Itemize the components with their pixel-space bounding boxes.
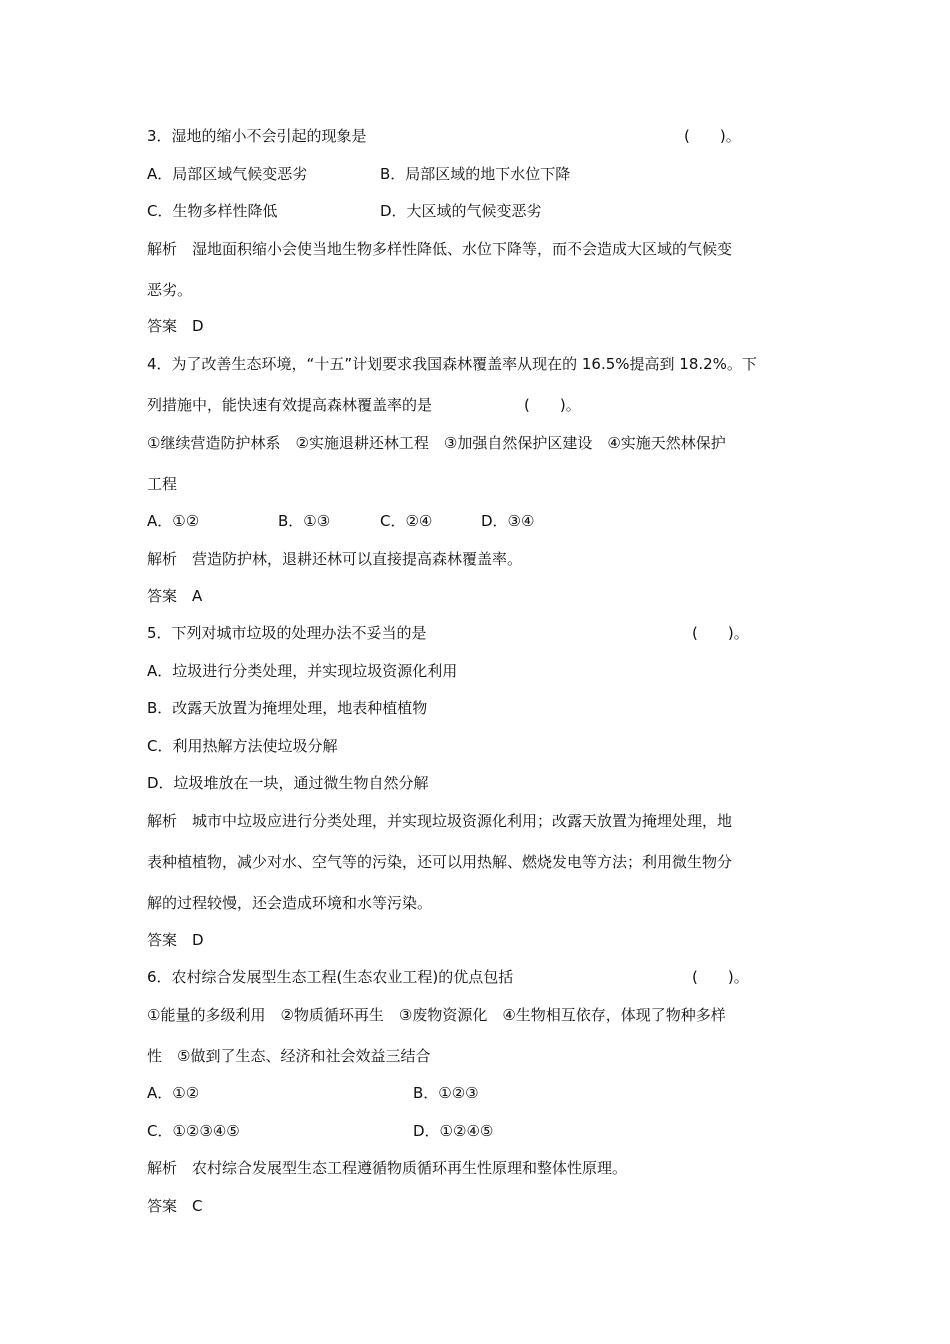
q6-items-line: 性 ⑤做到了生态、经济和社会效益三结合 [147,1047,431,1065]
q5-option-b: B．改露天放置为掩埋处理，地表种植植物 [147,699,428,717]
q3-analysis-line: 解析 湿地面积缩小会使当地生物多样性降低、水位下降等，而不会造成大区域的气候变 [147,240,733,258]
q4-stem-line: 4．为了改善生态环境，“十五”计划要求我国森林覆盖率从现在的 16.5%提高到 18.2%。下 [147,355,757,373]
q5-option-c: C．利用热解方法使垃圾分解 [147,737,338,755]
q6-stem: 6．农村综合发展型生态工程(生态农业工程)的优点包括 [147,968,514,986]
q3-analysis-line: 恶劣。 [147,281,193,299]
q6-answer: 答案 C [147,1197,203,1215]
q6-option-d: D．①②④⑤ [413,1122,494,1140]
q4-option-a: A．①② [147,512,200,530]
q4-option-d: D．③④ [481,512,535,530]
q3-answer: 答案 D [147,317,204,335]
q5-analysis-line: 解的过程较慢，还会造成环境和水等污染。 [147,894,433,912]
q3-option-b: B．局部区域的地下水位下降 [380,165,571,183]
q4-answer-blank: ( )。 [524,396,581,414]
q5-stem: 5．下列对城市垃圾的处理办法不妥当的是 [147,624,427,642]
q3-option-d: D．大区域的气候变恶劣 [380,202,542,220]
q4-stem-line: 列措施中，能快速有效提高森林覆盖率的是 [147,396,433,414]
q4-items-line: 工程 [147,475,178,493]
q3-option-c: C．生物多样性降低 [147,202,278,220]
q6-answer-blank: ( )。 [692,968,749,986]
q5-analysis-line: 表种植植物，减少对水、空气等的污染，还可以用热解、燃烧发电等方法；利用微生物分 [147,853,733,871]
q4-answer: 答案 A [147,587,203,605]
q6-option-a: A．①② [147,1084,200,1102]
q4-option-c: C．②④ [380,512,433,530]
q3-option-a: A．局部区域气候变恶劣 [147,165,308,183]
q6-option-b: B．①②③ [413,1084,479,1102]
q5-option-d: D．垃圾堆放在一块，通过微生物自然分解 [147,774,429,792]
q5-analysis-line: 解析 城市中垃圾应进行分类处理，并实现垃圾资源化利用；改露天放置为掩埋处理，地 [147,812,733,830]
q4-analysis-line: 解析 营造防护林，退耕还林可以直接提高森林覆盖率。 [147,550,523,568]
q6-items-line: ①能量的多级利用 ②物质循环再生 ③废物资源化 ④生物相互依存，体现了物种多样 [147,1006,726,1024]
q6-analysis-line: 解析 农村综合发展型生态工程遵循物质循环再生性原理和整体性原理。 [147,1159,628,1177]
q4-option-b: B．①③ [278,512,331,530]
q5-answer: 答案 D [147,931,204,949]
q3-answer-blank: ( )。 [684,127,741,145]
q5-option-a: A．垃圾进行分类处理，并实现垃圾资源化利用 [147,662,458,680]
q3-stem: 3．湿地的缩小不会引起的现象是 [147,127,367,145]
q5-answer-blank: ( )。 [692,624,749,642]
q6-option-c: C．①②③④⑤ [147,1122,240,1140]
q4-items-line: ①继续营造防护林系 ②实施退耕还林工程 ③加强自然保护区建设 ④实施天然林保护 [147,434,726,452]
